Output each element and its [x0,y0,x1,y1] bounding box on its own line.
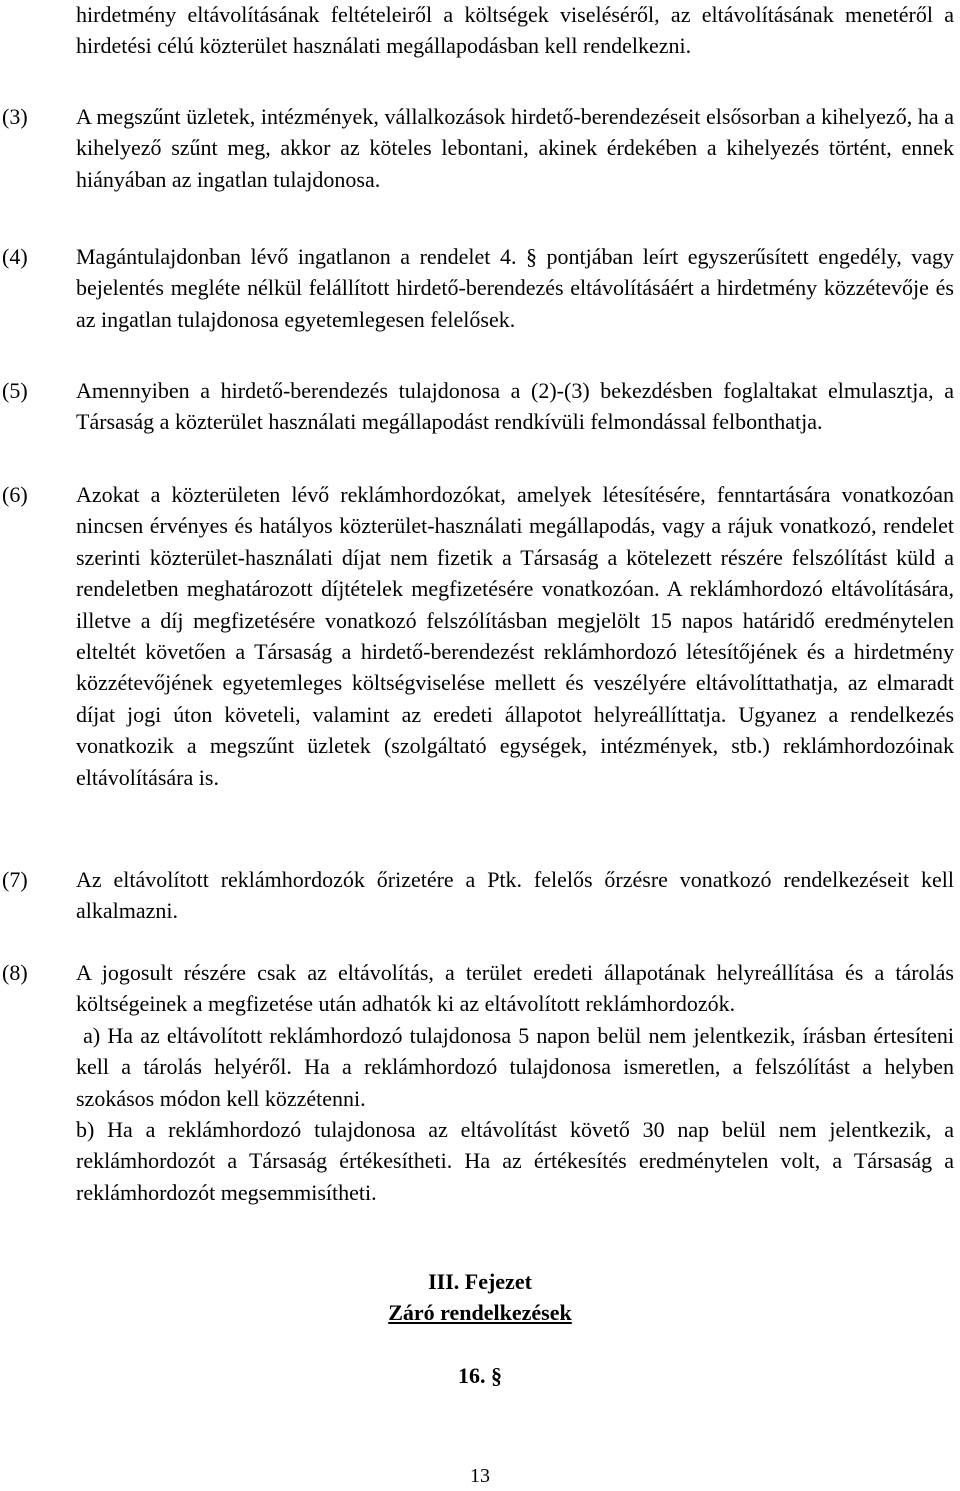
chapter-number: III. Fejezet [428,1269,532,1294]
paragraph-number-6: (6) [2,482,28,507]
paragraph-number-3: (3) [2,104,28,129]
paragraph-3: A megszűnt üzletek, intézmények, vállalkozások hirdető-berendezéseit elsősorban a kihelyező, ha a kihelyező szűnt meg, akkor az köteles lebontani, akinek érdekében a kihelyezés történt, ennek hiányában az ingatlan tulajdonosa. [76,104,954,192]
paragraph-4: Magántulajdonban lévő ingatlanon a rendelet 4. § pontjában leírt egyszerűsített engedély, vagy bejelentés megléte nélkül felállított hirdető-berendezés eltávolításáért a hirdetmény közzétevője és az ingatlan tulajdonosa egyetemlegesen felelősek. [76,244,954,332]
paragraph-7: Az eltávolított reklámhordozók őrizetére a Ptk. felelős őrzésre vonatkozó rendelkezéseit kell alkalmazni. [76,867,954,924]
paragraph-number-4: (4) [2,244,28,269]
chapter-title [0,1297,960,1328]
paragraph-5: Amennyiben a hirdető-berendezés tulajdonosa a (2)-(3) bekezdésben foglaltakat elmulasztja, a Társaság a közterület használati megállapodást rendkívüli felmondással felbonthatja. [76,378,954,435]
paragraph-8-main: A jogosult részére csak az eltávolítás, a terület eredeti állapotának helyreállítása és a tárolás költségeinek a megfizetése után adhatók ki az eltávolított reklámhordozók. [76,960,954,1017]
paragraph-number-5: (5) [2,378,28,403]
paragraph-8-point-b: b) Ha a reklámhordozó tulajdonosa az eltávolítást követő 30 nap belül nem jelentkezik, a reklámhordozót a Társaság értékesítheti. Ha az értékesítés eredménytelen volt, a Társaság a reklámhordozót megsemmisítheti. [76,1117,954,1205]
paragraph-number-7: (7) [2,867,28,892]
paragraph-number-8: (8) [2,960,28,985]
paragraph-8-point-a: a) Ha az eltávolított reklámhordozó tulajdonosa 5 napon belül nem jelentkezik, írásban értesíteni kell a tárolás helyéről. Ha a reklámhordozó tulajdonosa ismeretlen, a felszólítást a helyben szokásos módon kell közzétenni. [76,1022,960,1111]
section-label: 16. § [458,1363,502,1388]
paragraph-continuation: hirdetmény eltávolításának feltételeiről a költségek viseléséről, az eltávolításának menetéről a hirdetési célú közterület használati megállapodásban kell rendelkezni. [76,2,954,59]
paragraph-6: Azokat a közterületen lévő reklámhordozókat, amelyek létesítésére, fenntartására vonatkozóan nincsen érvényes és hatályos közterület-használati megállapodás, vagy a rájuk vonatkozó, rendelet szerinti közterület-használati díjat nem fizetik a Társaság a kötelezett részére felszólítást küld a rendeletben meghatározott díjtételek megfizetésére vonatkozóan. A reklámhordozó eltávolítására, illetve a díj megfizetésére vonatkozó felszólításban megjelölt 15 napos határidő eredménytelen elteltét követően a Társaság a hirdető-berendezést reklámhordozó létesítőjének és a hirdetmény közzétevőjének egyetemleges költségviselése mellett és veszélyére eltávolíttathatja, az elmaradt díjat jogi úton követeli, valamint az eredeti állapotot helyreállíttatja. Ugyanez a rendelkezés vonatkozik a megszűnt üzletek (szolgáltató egységek, intézmények, stb.) reklámhordozóinak eltávolítására is. [76,482,954,790]
paragraph-8 [76,957,960,1208]
page-number: 13 [470,1465,490,1487]
chapter-title-text: Záró rendelkezések [388,1300,572,1325]
